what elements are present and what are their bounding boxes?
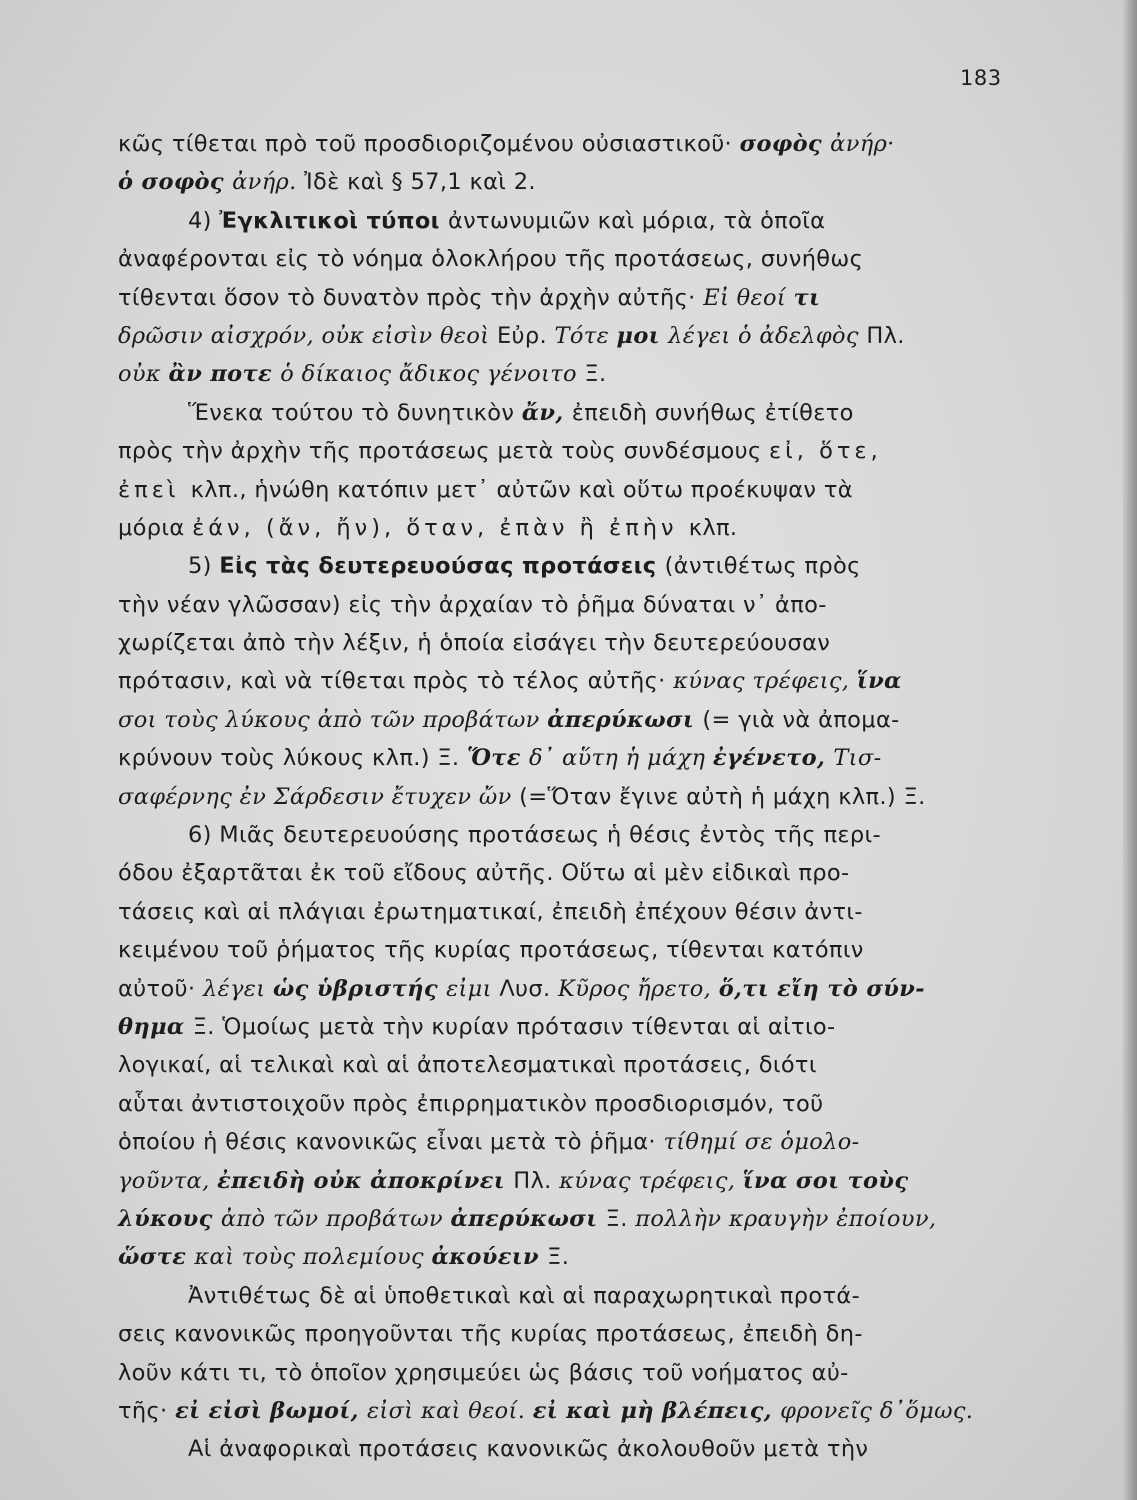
text-line [118, 1354, 1018, 1392]
text-line [118, 1430, 1018, 1468]
text-segment: ὡς ὑβριστής [272, 975, 447, 1002]
text-segment: κλπ., ἡνώθη κατόπιν μετ᾽ αὐτῶν καὶ οὕτω προέκυψαν τὰ [190, 476, 853, 503]
text-segment: ἐγένετο, [712, 745, 834, 772]
text-line [118, 317, 1018, 355]
text-segment: ἐπειδὴ οὐκ ἀποκρίνει [217, 1167, 514, 1194]
text-line [118, 970, 1018, 1008]
text-segment: λέγει [202, 975, 273, 1002]
text-segment: 5) [188, 553, 220, 580]
text-line [118, 586, 1018, 624]
text-segment: (= γιὰ νὰ ἀπομα- [702, 706, 900, 733]
text-segment: τάσεις καὶ αἱ πλάγιαι ἐρωτηματικαί, ἐπειδὴ ἐπέχουν θέσιν ἀντι- [118, 898, 863, 925]
text-segment: ἐπειδὴ συνήθως ἐτίθετο [571, 399, 854, 426]
text-segment: οὐκ [118, 361, 169, 388]
text-line [118, 893, 1018, 931]
text-line [118, 279, 1018, 317]
text-segment: ἀπὸ τῶν προβάτων [220, 1205, 451, 1232]
text-segment: τίθενται ὅσον τὸ δυνατὸν πρὸς τὴν ἀρχὴν αὐτῆς· [118, 284, 704, 311]
text-segment: ὥστε [118, 1244, 195, 1271]
text-segment: Ὅτε [466, 745, 529, 772]
text-segment: όδου ἐξαρτᾶται ἐκ τοῦ εἴδους αὐτῆς. Οὕτω αἱ μὲν εἰδικαὶ προ- [118, 860, 850, 887]
text-segment: εἰσὶ καὶ θεοί. [367, 1397, 533, 1424]
text-segment: δρῶσιν αἰσχρόν, οὐκ εἰσὶν θεοὶ [118, 322, 497, 349]
text-segment: Τότε [554, 322, 617, 349]
text-segment: Ἀντιθέτως δὲ αἱ ὑποθετικαὶ καὶ αἱ παραχωρητικαὶ προτά- [188, 1282, 861, 1309]
text-segment: ὁ δίκαιος ἄδικος γένοιτο [280, 361, 585, 388]
text-segment: θημα [118, 1013, 193, 1040]
text-segment: πρότασιν, καὶ νὰ τίθεται πρὸς τὸ τέλος αὐτῆς· [118, 668, 674, 695]
text-segment: Ἰδὲ καὶ § 57,1 καὶ 2. [304, 169, 536, 196]
text-segment: γοῦντα, [118, 1167, 218, 1194]
text-segment: λογικαί, αἱ τελικαὶ καὶ αἱ ἀποτελεσματικαὶ προτάσεις, διότι [118, 1052, 817, 1079]
text-segment: Ἕνεκα τούτου τὸ δυνητικὸν [188, 399, 522, 426]
text-segment: Ξ. [584, 361, 607, 388]
body-text [118, 125, 1018, 1469]
text-line [118, 931, 1018, 969]
text-line [118, 1123, 1018, 1161]
text-line [118, 854, 1018, 892]
text-segment: μόρια [118, 514, 193, 541]
text-line [118, 1277, 1018, 1315]
text-segment: ἀνήρ· [830, 131, 895, 157]
text-segment: Αἱ ἀναφορικαὶ προτάσεις κανονικῶς ἀκολουθοῦν μετὰ τὴν [188, 1436, 869, 1463]
text-segment: κειμένου τοῦ ῥήματος τῆς κυρίας προτάσεως, τίθενται κατόπιν [118, 937, 864, 964]
text-segment: Ξ. [605, 1205, 636, 1232]
text-segment: αὐτοῦ· [118, 975, 203, 1002]
text-segment: ὅταν, ἐπὰν ἢ ἐπὴν [406, 514, 689, 541]
text-segment: τίθημί σε ὁμολο- [663, 1129, 860, 1156]
text-segment: κύνας τρέφεις, [559, 1167, 743, 1194]
text-segment: πρὸς τὴν ἀρχὴν τῆς προτάσεως μετὰ τοὺς συνδέσμους [118, 438, 770, 465]
text-segment: αὗται ἀντιστοιχοῦν πρὸς ἐπιρρηματικὸν προσδιορισμόν, τοῦ [118, 1090, 824, 1117]
text-segment: κλπ. [688, 514, 738, 541]
text-segment: ἀπερύκωσι [450, 1205, 606, 1232]
text-segment: ἀνήρ. [232, 169, 305, 196]
text-segment: ὅ,τι εἴη τὸ σύν- [718, 975, 925, 1002]
text-segment: (ἀντιθέτως πρὸς [664, 553, 861, 580]
text-segment: Πλ. [866, 322, 905, 349]
text-line [118, 701, 1018, 739]
text-segment: Λυσ. [499, 975, 559, 1002]
text-line [118, 778, 1018, 816]
text-line [118, 1162, 1018, 1200]
text-segment: σοφὸς [739, 131, 831, 157]
text-line [118, 739, 1018, 777]
text-segment: ὁποίου ἡ θέσις κανονικῶς εἶναι μετὰ τὸ ῥῆμα· [118, 1129, 664, 1156]
text-line [118, 432, 1018, 470]
text-segment: ἀντωνυμιῶν καὶ μόρια, τὰ ὁποῖα [447, 207, 826, 234]
text-segment: Τισ- [833, 745, 882, 772]
text-line [118, 394, 1018, 432]
text-line [118, 471, 1018, 509]
text-segment: Πλ. [513, 1167, 560, 1194]
text-line [118, 1238, 1018, 1276]
text-segment: χωρίζεται ἀπὸ τὴν λέξιν, ἡ ὁποία εἰσάγει τὴν δευτερεύουσαν [118, 630, 831, 657]
text-segment: Ξ. Ὁμοίως μετὰ τὴν κυρίαν πρότασιν τίθενται αἱ αἰτιο- [192, 1013, 836, 1040]
text-segment: εἰ καὶ μὴ βλέπεις, [532, 1397, 781, 1424]
text-segment: σοι τοὺς λύκους ἀπὸ τῶν προβάτων [118, 706, 548, 733]
text-segment: μοι [616, 322, 669, 349]
text-line [118, 816, 1018, 854]
text-segment: Εἰ θεοί [703, 284, 794, 311]
text-line [118, 662, 1018, 700]
text-line [118, 1315, 1018, 1353]
text-segment: εἰμι [446, 975, 500, 1002]
text-segment: κῶς τίθεται πρὸ τοῦ προσδιοριζομένου οὐσιαστικοῦ· [118, 131, 740, 157]
page-number: 183 [960, 66, 1002, 90]
text-line [118, 624, 1018, 662]
text-line [118, 1200, 1018, 1238]
text-line [118, 355, 1018, 393]
text-line [118, 1008, 1018, 1046]
text-segment: Εἰς τὰς δευτερευούσας προτάσεις [219, 553, 665, 580]
text-segment: πολλὴν κραυγὴν ἐποίουν, [635, 1205, 937, 1232]
text-segment: λύκους [118, 1205, 221, 1232]
text-segment: 4) [188, 207, 220, 234]
page-edge-shadow [1123, 0, 1137, 1500]
text-segment: ἐπεὶ [118, 476, 191, 503]
text-segment: εἰ, ὅτε, [769, 438, 882, 465]
text-line [118, 240, 1018, 278]
text-line [118, 547, 1018, 585]
text-segment: τὴν νέαν γλῶσσαν) εἰς τὴν ἀρχαίαν τὸ ῥῆμα δύναται ν᾽ ἀπο- [118, 591, 827, 618]
text-segment: δ᾽ αὕτη ἡ μάχη [528, 745, 713, 772]
text-segment: Κῦρος ἤρετο, [558, 975, 719, 1002]
text-segment: τι [793, 284, 821, 311]
text-segment: ἐάν, [192, 514, 266, 541]
text-segment: φρονεῖς δ᾽ὅμως. [780, 1397, 974, 1424]
text-segment: (=Ὅταν ἔγινε αὐτὴ ἡ μάχη κλπ.) Ξ. [519, 783, 926, 810]
text-segment: ἀπερύκωσι [547, 706, 703, 733]
text-segment: ἵνα σοι τοὺς [742, 1167, 909, 1194]
text-segment: 6) Μιᾶς δευτερευούσης προτάσεως ἡ θέσις ἐντὸς τῆς περι- [188, 822, 881, 849]
text-segment: ἄν, [521, 399, 572, 426]
text-segment: σεις κανονικῶς προηγοῦνται τῆς κυρίας προτάσεως, ἐπειδὴ δη- [118, 1321, 863, 1348]
text-segment: ἵνα [856, 668, 902, 695]
text-segment: σαφέρνης ἐν Σάρδεσιν ἔτυχεν ὤν [118, 783, 520, 810]
text-segment: τῆς· [118, 1397, 176, 1424]
text-segment: εἰ εἰσὶ βωμοί, [175, 1397, 367, 1424]
text-segment: καὶ τοὺς πολεμίους [194, 1244, 432, 1271]
text-segment: κρύνουν τοὺς λύκους κλπ.) Ξ. [118, 745, 467, 772]
text-segment: ὁ σοφὸς [118, 169, 233, 196]
text-segment: ἂν ποτε [168, 361, 281, 388]
text-segment: κύνας τρέφεις, [673, 668, 857, 695]
text-segment: Ἐγκλιτικοὶ τύποι [219, 207, 448, 234]
text-line [118, 202, 1018, 240]
text-segment: λοῦν κάτι τι, τὸ ὁποῖον χρησιμεύει ὡς βάσις τοῦ νοήματος αὐ- [118, 1359, 849, 1386]
text-line [118, 163, 1018, 201]
text-segment: (ἄν, ἤν), [265, 514, 407, 541]
text-segment: ἀναφέρονται εἰς τὸ νόημα ὁλοκλήρου τῆς προτάσεως, συνήθως [118, 246, 864, 273]
text-line [118, 509, 1018, 547]
text-segment: Ξ. [547, 1244, 570, 1271]
text-line [118, 1392, 1018, 1430]
text-line [118, 1085, 1018, 1123]
text-line [118, 125, 1018, 163]
text-line [118, 1046, 1018, 1084]
text-segment: ἀκούειν [431, 1244, 548, 1271]
text-segment: Εὐρ. [496, 322, 555, 349]
text-segment: λέγει ὁ ἀδελφὸς [668, 322, 867, 349]
